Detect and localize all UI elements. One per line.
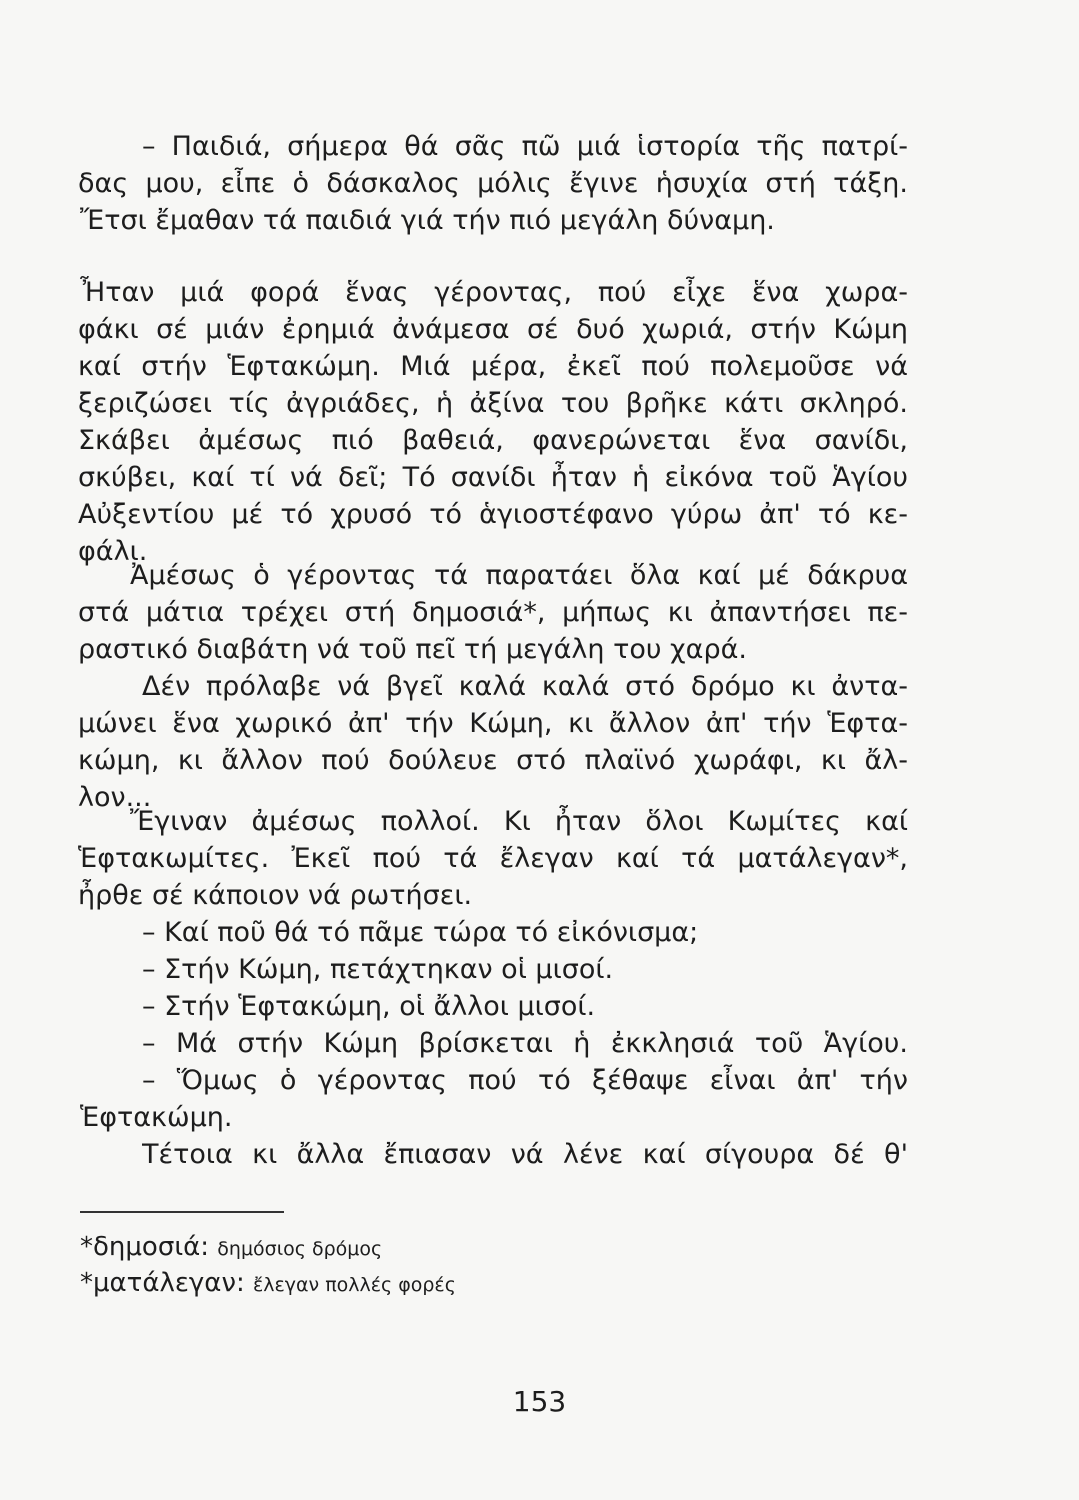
text-line: ἦρθε σέ κάποιον νά ρωτήσει. <box>78 880 473 911</box>
text-line: σκύβει, καί τί νά δεῖ; Τό σανίδι ἦταν ἡ εἰκόνα τοῦ Ἁγίου <box>78 462 908 493</box>
footnote <box>80 1230 382 1264</box>
text-line: – Στήν Ἑφτακώμη, οἱ ἄλλοι μισοί. <box>142 991 596 1022</box>
text-line: Δέν πρόλαβε νά βγεῖ καλά καλά στό δρόμο κι ἀντα- <box>142 671 908 702</box>
text-line: Τέτοια κι ἄλλα ἔπιασαν νά λένε καί σίγουρα δέ θ' <box>142 1139 908 1170</box>
text-line: καί στήν Ἑφτακώμη. Μιά μέρα, ἐκεῖ πού πολεμοῦσε νά <box>78 351 908 382</box>
text-line: στά μάτια τρέχει στή δημοσιά*, μήπως κι ἀπαντήσει πε- <box>78 597 908 628</box>
text-line: Ἑφτακωμίτες. Ἐκεῖ πού τά ἔλεγαν καί τά ματάλεγαν*, <box>78 843 908 874</box>
text-line: – Στήν Κώμη, πετάχτηκαν οἱ μισοί. <box>142 954 614 985</box>
text-line: Ἑφτακώμη. <box>80 1102 233 1133</box>
text-line: κώμη, κι ἄλλον πού δούλευε στό πλαϊνό χωράφι, κι ἄλ- <box>78 745 908 776</box>
footnote <box>80 1266 456 1300</box>
text-line: – Παιδιά, σήμερα θά σᾶς πῶ μιά ἱστορία τῆς πατρί- <box>142 131 908 162</box>
text-line: ραστικό διαβάτη νά τοῦ πεῖ τή μεγάλη του χαρά. <box>78 634 747 665</box>
text-line: Αὐξεντίου μέ τό χρυσό τό ἁγιοστέφανο γύρω ἀπ' τό κε- <box>78 499 908 530</box>
footnote-definition: ἔλεγαν πολλές φορές <box>253 1274 456 1296</box>
footnote-term: *δημοσιά: <box>80 1232 210 1262</box>
text-line: Σκάβει ἀμέσως πιό βαθειά, φανερώνεται ἕνα σανίδι, <box>78 425 908 456</box>
text-line: ξεριζώσει τίς ἀγριάδες, ἡ ἀξίνα του βρῆκε κάτι σκληρό. <box>78 388 908 419</box>
page-number: 153 <box>512 1385 567 1418</box>
footnote-definition: δημόσιος δρόμος <box>217 1238 383 1260</box>
text-line: Ἔγιναν ἀμέσως πολλοί. Κι ἦταν ὅλοι Κωμίτες καί <box>130 806 908 837</box>
footnote-divider <box>80 1211 284 1213</box>
text-line: μώνει ἕνα χωρικό ἀπ' τήν Κώμη, κι ἄλλον ἀπ' τήν Ἑφτα- <box>78 708 908 739</box>
text-line: Ἦταν μιά φορά ἕνας γέροντας, πού εἶχε ἕνα χωρα- <box>80 277 908 308</box>
text-line: φάκι σέ μιάν ἐρημιά ἀνάμεσα σέ δυό χωριά, στήν Κώμη <box>78 314 908 345</box>
text-line: – Καί ποῦ θά τό πᾶμε τώρα τό εἰκόνισμα; <box>142 917 699 948</box>
text-line: Ἔτσι ἔμαθαν τά παιδιά γιά τήν πιό μεγάλη δύναμη. <box>80 205 775 236</box>
text-line: – Μά στήν Κώμη βρίσκεται ἡ ἐκκλησιά τοῦ Ἁγίου. <box>142 1028 908 1059</box>
text-line: δας μου, εἶπε ὁ δάσκαλος μόλις ἔγινε ἡσυχία στή τάξη. <box>78 168 908 199</box>
text-line: – Ὅμως ὁ γέροντας πού τό ξέθαψε εἶναι ἀπ' τήν <box>142 1065 908 1096</box>
footnote-term: *ματάλεγαν: <box>80 1268 245 1298</box>
text-line: φάλι. <box>78 536 148 567</box>
text-line: λον... <box>78 782 152 813</box>
text-line: Ἀμέσως ὁ γέροντας τά παρατάει ὅλα καί μέ δάκρυα <box>130 560 908 591</box>
